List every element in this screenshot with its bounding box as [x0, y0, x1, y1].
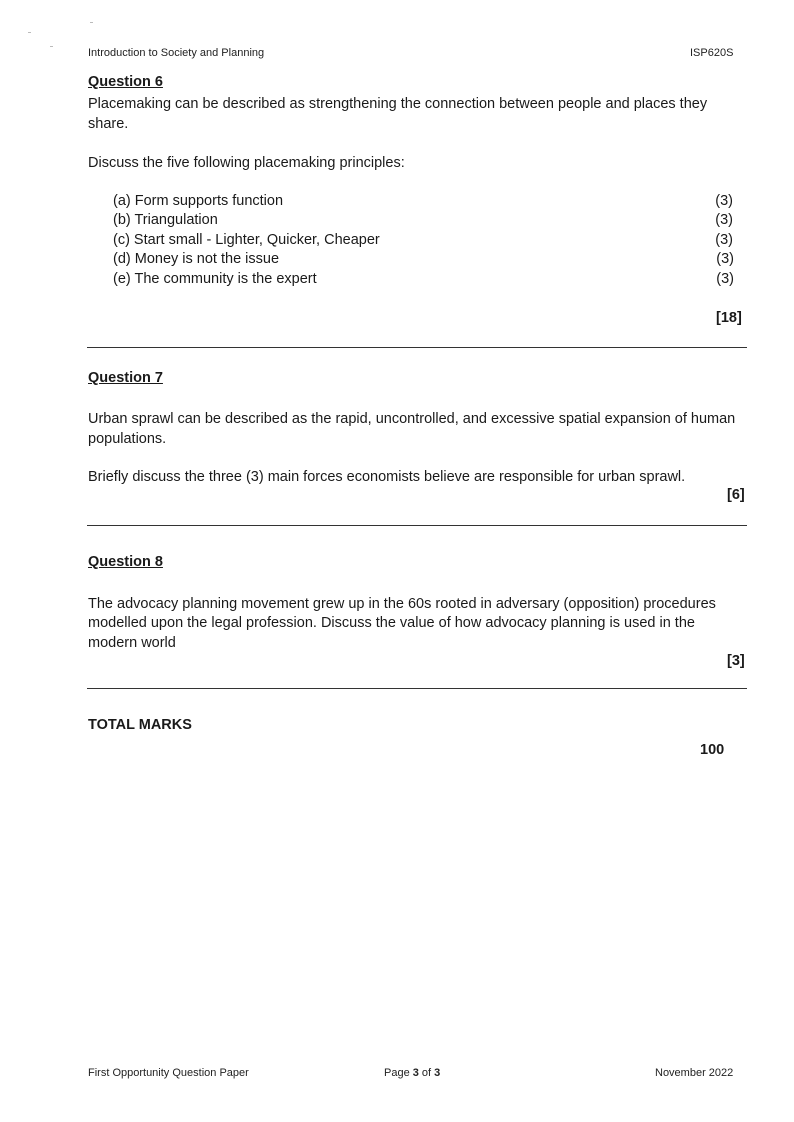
question-6-item-a: (a) Form supports function — [113, 193, 284, 209]
page-current: 3 — [412, 1067, 419, 1079]
page-prefix: Page — [384, 1067, 413, 1079]
question-8-line2: modelled upon the legal profession. Discuss the value of how advocacy planning is used in the — [88, 615, 695, 631]
question-6-prompt: Discuss the five following placemaking principles: — [88, 155, 405, 171]
question-8-line1: The advocacy planning movement grew up in the 60s rooted in adversary (opposition) procedures — [88, 596, 716, 612]
footer-date: November 2022 — [655, 1067, 734, 1079]
course-title: Introduction to Society and Planning — [88, 47, 265, 59]
question-8-total-marks: [3] — [727, 653, 745, 669]
question-6-item-d: (d) Money is not the issue — [113, 251, 280, 267]
question-6-item-b-marks: (3) — [715, 212, 733, 228]
page-total: 3 — [434, 1067, 441, 1079]
scan-speck — [90, 22, 93, 23]
question-6-item-e-marks: (3) — [716, 271, 734, 287]
question-8-title: Question 8 — [88, 554, 163, 570]
question-7-line2: populations. — [88, 431, 167, 447]
footer-paper-name: First Opportunity Question Paper — [88, 1067, 249, 1079]
question-7-total-marks: [6] — [727, 487, 745, 503]
question-7-prompt: Briefly discuss the three (3) main forces economists believe are responsible for urban sprawl. — [88, 469, 686, 485]
question-7-line1: Urban sprawl can be described as the rapid, uncontrolled, and excessive spatial expansion of human — [88, 411, 736, 427]
scan-speck — [28, 32, 31, 33]
scan-speck — [50, 46, 53, 47]
question-6-item-b: (b) Triangulation — [113, 212, 218, 228]
question-6-item-c-marks: (3) — [715, 232, 733, 248]
footer-page-number — [384, 1067, 440, 1079]
question-6-intro-line1: Placemaking can be described as strengthening the connection between people and places they — [88, 96, 708, 112]
question-6-item-c: (c) Start small - Lighter, Quicker, Cheaper — [113, 232, 380, 248]
question-6-item-a-marks: (3) — [715, 193, 733, 209]
course-code: ISP620S — [690, 47, 734, 59]
question-6-item-d-marks: (3) — [716, 251, 734, 267]
question-6-intro-line2: share. — [88, 116, 129, 132]
question-8-line3: modern world — [88, 635, 176, 651]
total-marks-label: TOTAL MARKS — [88, 717, 192, 733]
question-7-title: Question 7 — [88, 370, 163, 386]
section-divider — [87, 525, 747, 526]
total-marks-value: 100 — [700, 742, 725, 758]
question-6-total-marks: [18] — [716, 310, 742, 326]
question-6-item-e: (e) The community is the expert — [113, 271, 317, 287]
section-divider — [87, 347, 747, 348]
page-of: of — [418, 1067, 435, 1079]
section-divider — [87, 688, 747, 689]
question-6-title: Question 6 — [88, 74, 163, 90]
